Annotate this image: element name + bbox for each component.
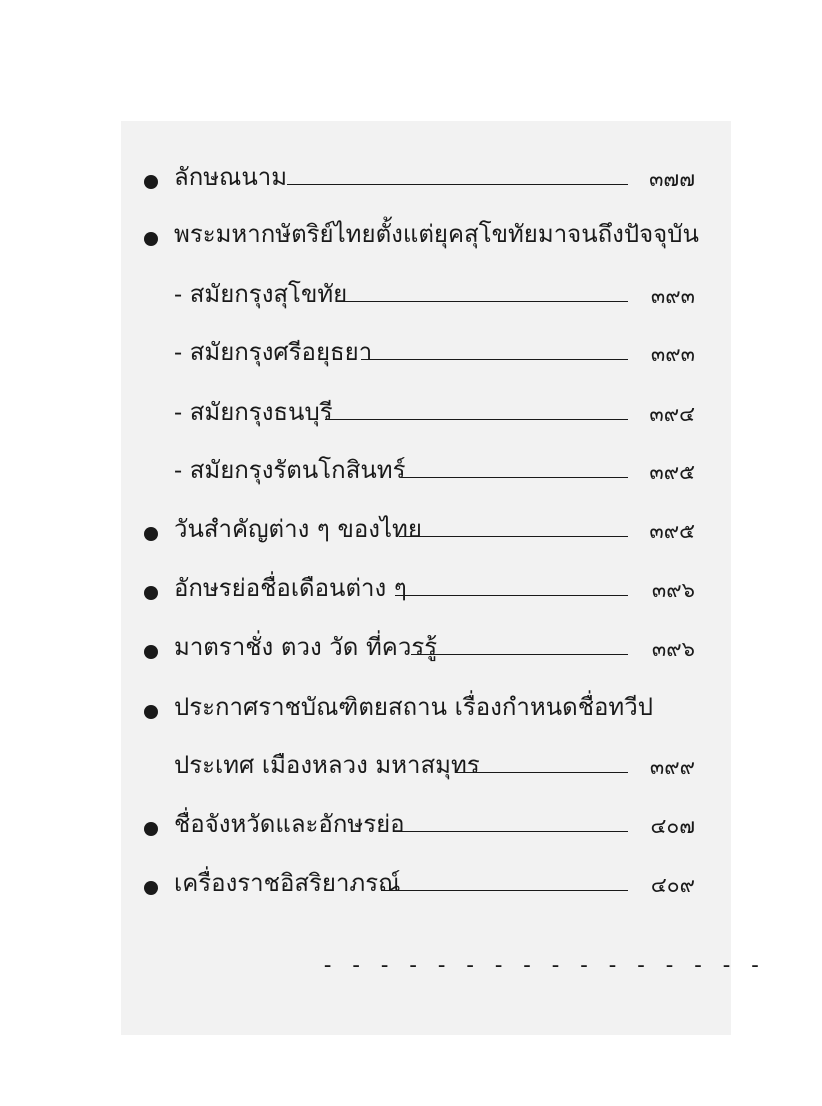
toc-entry-page: ๓๙๓ [650,342,695,366]
bullet-icon [144,527,158,541]
toc-entry[interactable] [121,862,731,902]
leader-line [325,419,628,420]
toc-entry-title: พระมหากษัตริย์ไทยตั้งแต่ยุคสุโขทัยมาจนถึงปัจจุบัน [174,220,699,248]
toc-entry[interactable] [121,686,731,726]
toc-entry-title: ชื่อจังหวัดและอักษรย่อ [174,810,405,838]
toc-entry-continuation[interactable] [121,744,731,784]
toc-entry-title: ประเทศ เมืองหลวง มหาสมุทร [174,751,480,779]
toc-entry-title: - สมัยกรุงรัตนโกสินทร์ [174,456,406,484]
toc-entry-page: ๓๙๖ [651,637,695,661]
toc-entry-title: - สมัยกรุงศรีอยุธยา [174,338,373,366]
end-mark: - - - - - - - - - - - - - - - - [321,953,763,978]
toc-subentry[interactable] [121,449,731,489]
toc-entry-title: อักษรย่อชื่อเดือนต่าง ๆ [174,574,407,602]
toc-entry-title: - สมัยกรุงสุโขทัย [174,280,348,308]
toc-entry-title: มาตราชั่ง ตวง วัด ที่ควรรู้ [174,633,438,661]
toc-subentry[interactable] [121,273,731,313]
toc-entry[interactable] [121,508,731,548]
toc-entry-title: เครื่องราชอิสริยาภรณ์ [174,869,401,897]
leader-line [361,359,628,360]
toc-entry[interactable] [121,213,731,253]
leader-line [457,772,628,773]
leader-line [381,890,628,891]
toc-entry-title: ลักษณนาม [174,163,288,191]
toc-entry-title: วันสำคัญต่าง ๆ ของไทย [174,515,422,543]
leader-line [395,595,628,596]
leader-line [393,831,628,832]
toc-entry-page: ๔๐๙ [650,873,695,897]
leader-line [336,301,628,302]
toc-entry-page: ๓๗๗ [649,167,695,191]
leader-line [287,184,628,185]
toc-entry-page: ๓๙๖ [651,578,695,602]
toc-entry-page: ๓๙๓ [650,284,695,308]
bullet-icon [144,232,158,246]
bullet-icon [144,175,158,189]
bullet-icon [144,705,158,719]
toc-entry-page: ๓๙๙ [649,755,695,779]
bullet-icon [144,822,158,836]
leader-line [399,536,628,537]
bullet-icon [144,586,158,600]
toc-subentry[interactable] [121,331,731,371]
toc-entry[interactable] [121,156,731,196]
toc-entry-page: ๓๙๕ [649,460,695,484]
toc-entry-title: ประกาศราชบัณฑิตยสถาน เรื่องกำหนดชื่อทวีป [174,693,653,721]
toc-subentry[interactable] [121,391,731,431]
leader-line [401,477,628,478]
toc-entry-page: ๓๙๔ [649,402,695,426]
leader-line [411,654,628,655]
toc-entry-title: - สมัยกรุงธนบุรี [174,398,333,426]
bullet-icon [144,881,158,895]
toc-entry[interactable] [121,803,731,843]
toc-entry-page: ๓๙๕ [649,519,695,543]
toc-entry[interactable] [121,626,731,666]
toc-entry[interactable] [121,567,731,607]
bullet-icon [144,645,158,659]
toc-entry-page: ๔๐๗ [650,814,695,838]
toc-page [121,121,763,1035]
